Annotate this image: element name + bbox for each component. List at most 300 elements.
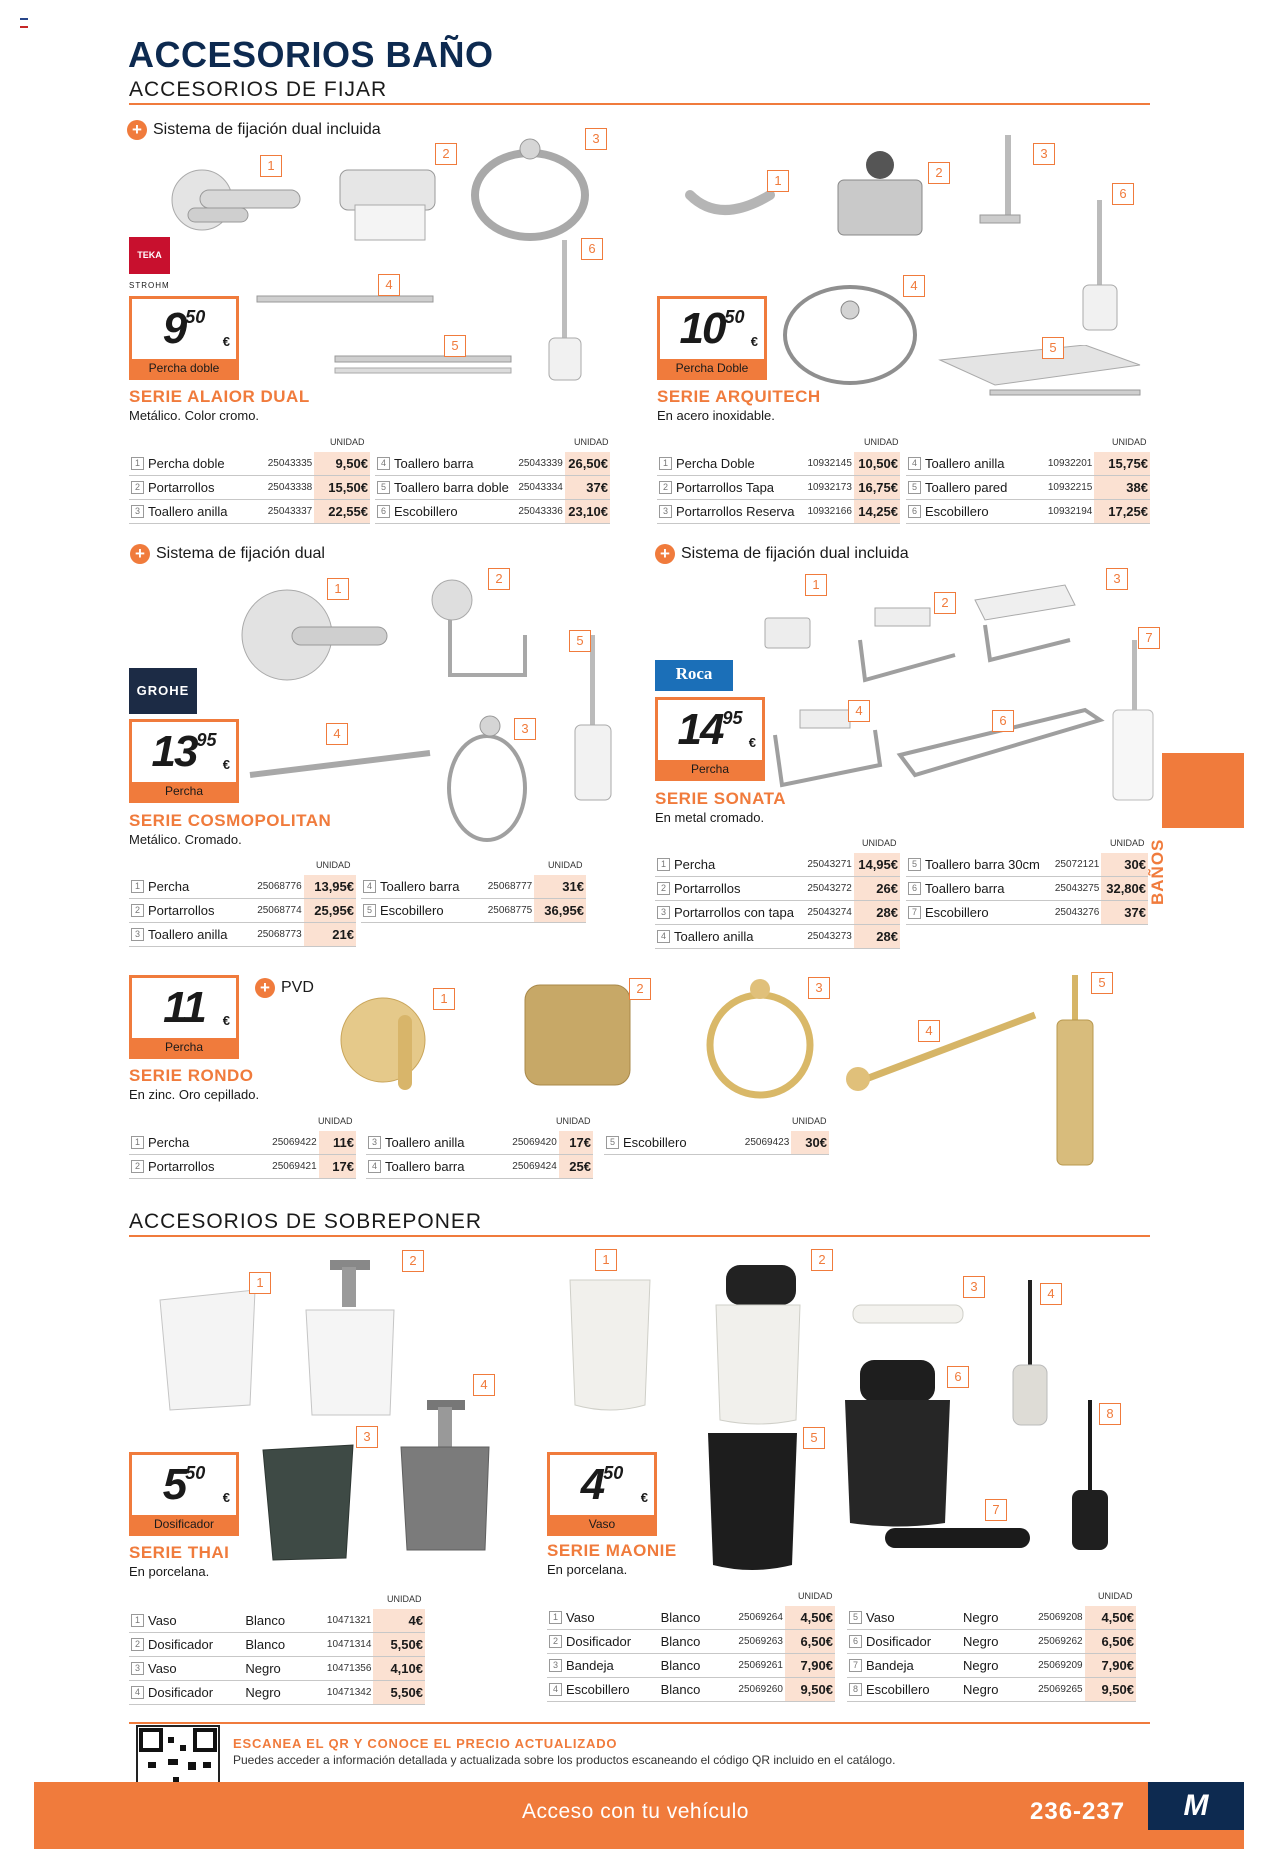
badge-3: 3: [808, 977, 830, 999]
unidad-label: UNIDAD: [556, 1116, 591, 1126]
cell-name: Toallero barra doble: [392, 476, 515, 500]
brand-logo-m[interactable]: M: [1148, 1782, 1244, 1830]
table-row: [604, 1131, 829, 1155]
cell-color: Negro: [961, 1606, 1016, 1630]
price-tag-maonie: 4 $^{50}$ € Vaso: [547, 1452, 657, 1536]
table-row: [129, 899, 356, 923]
serie-desc-arquitech: En acero inoxidable.: [657, 408, 775, 423]
cell-code: 25043334: [515, 476, 565, 500]
cell-n: [361, 899, 378, 923]
cell-code: 25043272: [803, 877, 854, 901]
price-table-sonata-left: [655, 853, 900, 949]
cell-name: Dosificador: [146, 1633, 243, 1657]
cell-n: [906, 901, 923, 925]
table-row: [847, 1630, 1136, 1654]
item-number: 1: [131, 1614, 144, 1627]
price-table-alaior-right: [375, 452, 610, 524]
unidad-label: UNIDAD: [387, 1594, 422, 1604]
product-image-portarrollos: [430, 575, 535, 690]
section-divider: [129, 1235, 1150, 1237]
cell-name: Toallero anilla: [672, 925, 803, 949]
badge-6: 6: [992, 710, 1014, 732]
badge-1: 1: [327, 578, 349, 600]
badge-2: 2: [811, 1249, 833, 1271]
unidad-label: UNIDAD: [548, 860, 583, 870]
item-number: 5: [606, 1136, 619, 1149]
cell-name: Toallero anilla: [923, 452, 1033, 476]
product-image-percha: [232, 585, 392, 695]
badge-5: 5: [569, 630, 591, 652]
table-row: [655, 877, 900, 901]
cell-name: Percha doble: [146, 452, 252, 476]
cell-code: 25069260: [718, 1678, 784, 1702]
product-image-portarrollos: [520, 975, 635, 1095]
cell-price: 26€: [854, 877, 900, 901]
cell-n: [129, 875, 146, 899]
item-number: 1: [549, 1611, 562, 1624]
item-number: 8: [849, 1683, 862, 1696]
table-row: [366, 1131, 593, 1155]
price-table-rondo-a: [129, 1131, 356, 1179]
badge-1: 1: [805, 574, 827, 596]
cell-code: 25069424: [494, 1155, 559, 1179]
cell-color: Negro: [243, 1657, 305, 1681]
product-image-percha-doble: [170, 150, 310, 260]
cell-n: [657, 476, 674, 500]
cell-code: 10932173: [803, 476, 854, 500]
unidad-label: UNIDAD: [1112, 437, 1147, 447]
price-tag-thai: 5 $^{50}$ € Dosificador: [129, 1452, 239, 1536]
item-number: 5: [908, 481, 921, 494]
badge-4: 4: [473, 1374, 495, 1396]
cell-price: 16,75€: [854, 476, 900, 500]
cell-code: 25069208: [1016, 1606, 1084, 1630]
item-number: 2: [131, 1160, 144, 1173]
cell-code: 25069421: [248, 1155, 318, 1179]
price-table-cosmopolitan-right: [361, 875, 586, 923]
cell-n: [129, 500, 146, 524]
cell-n: [847, 1606, 864, 1630]
feature-pvd: + PVD: [255, 978, 314, 998]
badge-4: 4: [378, 274, 400, 296]
cell-price: 17€: [319, 1155, 356, 1179]
cell-name: Escobillero: [621, 1131, 720, 1155]
cell-n: [366, 1155, 383, 1179]
price-table-rondo-c: [604, 1131, 829, 1155]
cell-code: 25069263: [718, 1630, 784, 1654]
item-number: 4: [549, 1683, 562, 1696]
cell-price: 32,80€: [1101, 877, 1148, 901]
product-image-bandeja-negro: [880, 1520, 1035, 1555]
cell-price: 30€: [1101, 853, 1148, 877]
badge-3: 3: [356, 1426, 378, 1448]
item-number: 5: [908, 858, 921, 871]
product-image-escobillero: [1065, 200, 1135, 335]
table-row: [361, 899, 586, 923]
table-row: [906, 476, 1150, 500]
product-image-vaso-blanco: [560, 1270, 660, 1415]
cell-name: Escobillero: [864, 1678, 961, 1702]
badge-4: 4: [326, 723, 348, 745]
cell-code: 25069423: [720, 1131, 791, 1155]
cell-name: Toallero barra 30cm: [923, 853, 1050, 877]
product-image-dosificador-negro: [840, 1355, 955, 1530]
product-image-portarrollos-tapa: [970, 580, 1080, 665]
brand-sub-strohm: STROHM: [129, 281, 170, 290]
table-row: [129, 1131, 356, 1155]
table-row: [847, 1606, 1136, 1630]
cell-price: 9,50€: [314, 452, 370, 476]
cell-name: Escobillero: [923, 500, 1033, 524]
badge-2: 2: [934, 592, 956, 614]
cell-n: [547, 1654, 564, 1678]
cell-price: 7,90€: [785, 1654, 835, 1678]
table-row: [129, 923, 356, 947]
product-image-toallero-anilla: [700, 975, 820, 1105]
cell-code: 25043337: [252, 500, 314, 524]
table-row: [847, 1678, 1136, 1702]
table-row: [657, 452, 900, 476]
price-tag-arquitech: 10 $^{50}$ € Percha Doble: [657, 296, 767, 380]
badge-3: 3: [1106, 568, 1128, 590]
item-number: 2: [131, 481, 144, 494]
product-image-toallero-anilla: [465, 135, 595, 245]
table-row: [366, 1155, 593, 1179]
cell-name: Percha Doble: [674, 452, 803, 476]
item-number: 4: [131, 1686, 144, 1699]
cell-n: [847, 1678, 864, 1702]
unidad-label: UNIDAD: [316, 860, 351, 870]
side-tab-label: BAÑOS: [1148, 838, 1167, 905]
feature-dual-alaior: + Sistema de fijación dual incluida: [127, 120, 381, 140]
item-number: 4: [368, 1160, 381, 1173]
badge-4: 4: [1040, 1283, 1062, 1305]
cell-n: [129, 1681, 146, 1705]
cell-code: 25068773: [246, 923, 304, 947]
cell-name: Portarrollos: [146, 899, 246, 923]
product-image-escobillero: [535, 240, 595, 390]
cell-n: [657, 500, 674, 524]
cell-n: [906, 877, 923, 901]
item-number: 1: [131, 880, 144, 893]
cell-price: 10,50€: [854, 452, 900, 476]
cell-price: 21€: [304, 923, 356, 947]
cell-n: [375, 476, 392, 500]
cell-name: Percha: [672, 853, 803, 877]
product-image-vaso-blanco: [155, 1285, 265, 1415]
cell-n: [906, 853, 923, 877]
badge-5: 5: [1042, 337, 1064, 359]
item-number: 1: [131, 1136, 144, 1149]
product-image-toallero-barra: [840, 1005, 1040, 1095]
cell-price: 7,90€: [1085, 1654, 1136, 1678]
cell-name: Toallero barra: [378, 875, 477, 899]
serie-title-rondo: SERIE RONDO: [129, 1066, 254, 1085]
cell-n: [129, 1131, 146, 1155]
cell-code: 25069422: [248, 1131, 318, 1155]
cell-name: Toallero anilla: [146, 500, 252, 524]
unidad-label: UNIDAD: [318, 1116, 353, 1126]
table-row: [129, 1681, 425, 1705]
cell-price: 4,10€: [373, 1657, 425, 1681]
cell-name: Portarrollos: [146, 1155, 248, 1179]
cell-n: [847, 1654, 864, 1678]
product-image-toallero-barra-doble: [333, 350, 513, 380]
cell-price: 38€: [1094, 476, 1150, 500]
cell-price: 6,50€: [1085, 1630, 1136, 1654]
badge-3: 3: [963, 1276, 985, 1298]
cell-code: 25068774: [246, 899, 304, 923]
table-row: [375, 452, 610, 476]
cell-name: Vaso: [564, 1606, 659, 1630]
cell-price: 9,50€: [1085, 1678, 1136, 1702]
table-row: [547, 1630, 835, 1654]
cell-n: [547, 1630, 564, 1654]
badge-4: 4: [848, 700, 870, 722]
badge-1: 1: [595, 1249, 617, 1271]
table-row: [847, 1654, 1136, 1678]
table-row: [655, 901, 900, 925]
plus-icon: +: [655, 544, 675, 564]
product-image-escobillero: [1045, 975, 1105, 1170]
product-image-escobillero: [560, 635, 625, 815]
badge-1: 1: [249, 1272, 271, 1294]
section-title-fijar: ACCESORIOS DE FIJAR: [129, 78, 388, 101]
cell-price: 9,50€: [785, 1678, 835, 1702]
badge-1: 1: [260, 155, 282, 177]
cell-price: 4€: [373, 1609, 425, 1633]
cell-n: [906, 500, 923, 524]
cell-price: 13,95€: [304, 875, 356, 899]
unidad-label: UNIDAD: [792, 1116, 827, 1126]
table-row: [129, 500, 370, 524]
product-image-toallero-barra: [245, 745, 435, 785]
cell-name: Bandeja: [564, 1654, 659, 1678]
cell-price: 23,10€: [565, 500, 610, 524]
cell-code: 10932145: [803, 452, 854, 476]
item-number: 7: [908, 906, 921, 919]
item-number: 2: [659, 481, 672, 494]
product-image-dosificador-blanco: [708, 1260, 808, 1430]
cell-price: 37€: [565, 476, 610, 500]
badge-2: 2: [402, 1250, 424, 1272]
badge-3: 3: [1033, 143, 1055, 165]
item-number: 2: [131, 904, 144, 917]
serie-title-maonie: SERIE MAONIE: [547, 1541, 677, 1560]
cell-color: Blanco: [659, 1678, 719, 1702]
product-image-percha: [760, 610, 815, 660]
cell-code: 25043275: [1050, 877, 1102, 901]
price-table-cosmopolitan-left: [129, 875, 356, 947]
cell-color: Blanco: [243, 1633, 305, 1657]
table-row: [129, 476, 370, 500]
item-number: 5: [363, 904, 376, 917]
cell-n: [375, 500, 392, 524]
cell-code: 25043336: [515, 500, 565, 524]
item-number: 4: [363, 880, 376, 893]
cell-code: 25043338: [252, 476, 314, 500]
table-row: [906, 452, 1150, 476]
cell-code: 25043276: [1050, 901, 1102, 925]
unidad-label: UNIDAD: [330, 437, 365, 447]
cell-color: Negro: [961, 1654, 1016, 1678]
cell-name: Escobillero: [392, 500, 515, 524]
table-row: [906, 500, 1150, 524]
cell-color: Blanco: [659, 1606, 719, 1630]
cell-n: [657, 452, 674, 476]
cell-n: [129, 899, 146, 923]
price-table-rondo-b: [366, 1131, 593, 1179]
section-divider: [129, 103, 1150, 105]
cell-color: Negro: [243, 1681, 305, 1705]
cell-n: [906, 476, 923, 500]
table-row: [547, 1606, 835, 1630]
cell-name: Dosificador: [864, 1630, 961, 1654]
feature-dual-cosmopolitan: + Sistema de fijación dual: [130, 544, 325, 564]
serie-title-arquitech: SERIE ARQUITECH: [657, 387, 821, 406]
cell-price: 14,95€: [854, 853, 900, 877]
cell-price: 30€: [791, 1131, 829, 1155]
cell-n: [129, 452, 146, 476]
cell-name: Vaso: [146, 1657, 243, 1681]
unidad-label: UNIDAD: [574, 437, 609, 447]
cell-n: [129, 923, 146, 947]
serie-desc-maonie: En porcelana.: [547, 1562, 628, 1577]
cell-n: [129, 1633, 146, 1657]
product-image-vaso-negro: [700, 1425, 805, 1575]
product-image-escobillero: [1105, 640, 1160, 805]
cell-price: 17,25€: [1094, 500, 1150, 524]
cell-code: 25069209: [1016, 1654, 1084, 1678]
price-table-maonie-right: [847, 1606, 1136, 1702]
cell-price: 17€: [559, 1131, 593, 1155]
brand-logo-roca: Roca: [655, 660, 733, 691]
cell-name: Portarrollos Tapa: [674, 476, 803, 500]
cell-name: Toallero barra: [392, 452, 515, 476]
cell-code: 25069420: [494, 1131, 559, 1155]
cell-price: 31€: [534, 875, 586, 899]
cell-price: 14,25€: [854, 500, 900, 524]
badge-5: 5: [1091, 972, 1113, 994]
cell-n: [547, 1678, 564, 1702]
product-image-dosificador-blanco: [300, 1255, 400, 1420]
cell-name: Bandeja: [864, 1654, 961, 1678]
item-number: 6: [908, 505, 921, 518]
plus-icon: +: [127, 120, 147, 140]
cell-price: 5,50€: [373, 1633, 425, 1657]
badge-6: 6: [581, 238, 603, 260]
cell-code: 10932166: [803, 500, 854, 524]
item-number: 7: [849, 1659, 862, 1672]
cell-code: 25043335: [252, 452, 314, 476]
feature-dual-sonata: + Sistema de fijación dual incluida: [655, 544, 909, 564]
price-table-thai: [129, 1609, 425, 1705]
cell-name: Portarrollos: [672, 877, 803, 901]
flag-icon: [20, 18, 28, 28]
product-image-bandeja-blanco: [848, 1300, 968, 1330]
serie-desc-cosmopolitan: Metálico. Cromado.: [129, 832, 242, 847]
badge-2: 2: [928, 162, 950, 184]
product-image-dosificador-negro: [395, 1395, 495, 1555]
cell-price: 28€: [854, 901, 900, 925]
item-number: 2: [657, 882, 670, 895]
price-table-arquitech-left: [657, 452, 900, 524]
table-row: [906, 853, 1148, 877]
table-row: [657, 500, 900, 524]
item-number: 4: [908, 457, 921, 470]
item-number: 4: [377, 457, 390, 470]
cell-n: [655, 901, 672, 925]
table-row: [547, 1654, 835, 1678]
badge-6: 6: [947, 1366, 969, 1388]
item-number: 6: [377, 505, 390, 518]
cell-n: [366, 1131, 383, 1155]
cell-code: 10471356: [305, 1657, 373, 1681]
cell-name: Toallero anilla: [383, 1131, 494, 1155]
product-image-toallero-anilla: [780, 280, 920, 390]
table-row: [547, 1678, 835, 1702]
price-tag-alaior: 9 $^{50}$ € Percha doble: [129, 296, 239, 380]
badge-1: 1: [767, 170, 789, 192]
cell-code: 25043274: [803, 901, 854, 925]
cell-name: Toallero pared: [923, 476, 1033, 500]
badge-3: 3: [514, 718, 536, 740]
cell-code: 25043273: [803, 925, 854, 949]
cell-price: 15,50€: [314, 476, 370, 500]
cell-color: Blanco: [659, 1630, 719, 1654]
item-number: 1: [657, 858, 670, 871]
price-table-arquitech-right: [906, 452, 1150, 524]
side-tab[interactable]: [1162, 753, 1244, 828]
cell-price: 36,95€: [534, 899, 586, 923]
item-number: 2: [549, 1635, 562, 1648]
cell-name: Portarrollos con tapa: [672, 901, 803, 925]
plus-icon: +: [255, 978, 275, 998]
cell-price: 26,50€: [565, 452, 610, 476]
brand-logo-teka: TEKA: [129, 237, 170, 274]
page-numbers: 236-237: [1030, 1798, 1126, 1825]
cell-code: 25043271: [803, 853, 854, 877]
cell-code: 25068775: [477, 899, 534, 923]
cell-price: 25,95€: [304, 899, 356, 923]
cell-n: [655, 853, 672, 877]
cell-price: 4,50€: [785, 1606, 835, 1630]
cell-name: Toallero anilla: [146, 923, 246, 947]
section-title-sobreponer: ACCESORIOS DE SOBREPONER: [129, 1210, 483, 1233]
table-row: [906, 877, 1148, 901]
badge-2: 2: [488, 568, 510, 590]
item-number: 3: [549, 1659, 562, 1672]
table-row: [657, 476, 900, 500]
price-table-maonie-left: [547, 1606, 835, 1702]
table-row: [129, 1155, 356, 1179]
cell-name: Percha: [146, 875, 246, 899]
item-number: 6: [908, 882, 921, 895]
cell-code: 10932215: [1033, 476, 1095, 500]
cell-name: Percha: [146, 1131, 248, 1155]
cell-n: [375, 452, 392, 476]
item-number: 3: [131, 505, 144, 518]
item-number: 3: [659, 505, 672, 518]
cell-n: [129, 1657, 146, 1681]
item-number: 3: [657, 906, 670, 919]
cell-name: Escobillero: [378, 899, 477, 923]
item-number: 2: [131, 1638, 144, 1651]
cell-n: [847, 1630, 864, 1654]
cell-name: Portarrollos Reserva: [674, 500, 803, 524]
badge-1: 1: [433, 988, 455, 1010]
cell-n: [604, 1131, 621, 1155]
